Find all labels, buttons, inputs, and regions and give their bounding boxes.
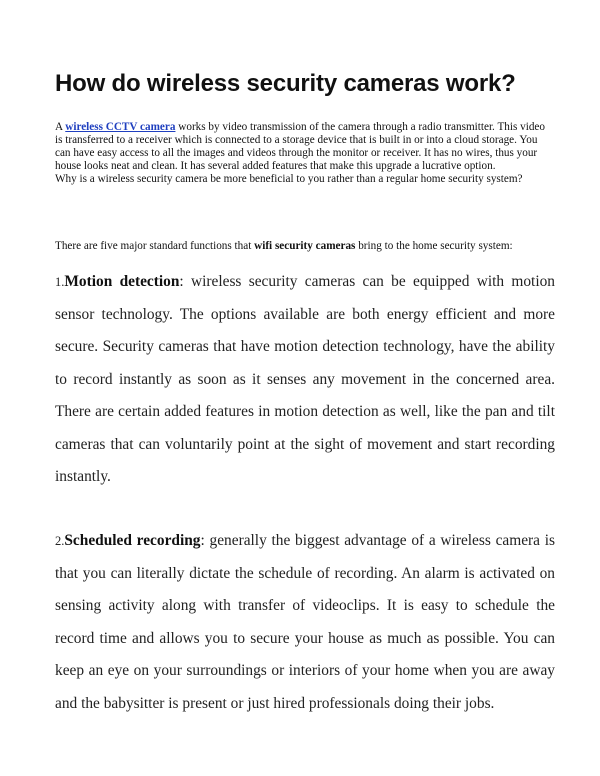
page-title: How do wireless security cameras work? [55, 70, 516, 97]
point-heading: Scheduled recording [64, 532, 201, 549]
lead-after: bring to the home security system: [355, 240, 513, 252]
intro-paragraph [55, 121, 555, 186]
point-motion-detection [55, 266, 555, 494]
intro-body: works by video transmission of the camera through a radio transmitter. This video is transferred to a receiver which is connected to a storage device that is built in or into a cloud storage. You can have easy access to all the images and videos through the monitor or receiver. It has no wires, thus your house looks neat and clean. It has several added features that make this upgrade a lucrative option. [55, 121, 545, 173]
point-text: : wireless security cameras can be equipped with motion sensor technology. The options available are both energy efficient and more secure. Security cameras that have motion detection technology, have the ability to record instantly as soon as it senses any movement in the concerned area. There are certain added features in motion detection as well, like the pan and tilt cameras that can voluntarily point at the sight of movement and start recording instantly. [55, 273, 556, 485]
point-heading: Motion detection [64, 273, 180, 290]
point-number: 1. [55, 275, 65, 289]
point-number: 2. [55, 534, 65, 548]
functions-lead-sentence [55, 239, 575, 253]
intro-prefix: A [55, 121, 66, 133]
lead-keyword: wifi security cameras [254, 240, 356, 252]
point-text: : generally the biggest advantage of a wireless camera is that you can literally dictate the schedule of recording. An alarm is activated on sensing activity along with transfer of videoclips. It is easy to schedule the record time and allows you to secure your house as much as possible. You can keep an eye on your surroundings or interiors of your home when you are away and the babysitter is present or just hired professionals doing their jobs. [55, 532, 556, 712]
lead-before: There are five major standard functions that [55, 240, 255, 252]
point-scheduled-recording [55, 525, 555, 720]
wireless-cctv-camera-link[interactable]: wireless CCTV camera [65, 121, 176, 133]
intro-question: Why is a wireless security camera be more beneficial to you rather than a regular home security system? [55, 173, 523, 186]
